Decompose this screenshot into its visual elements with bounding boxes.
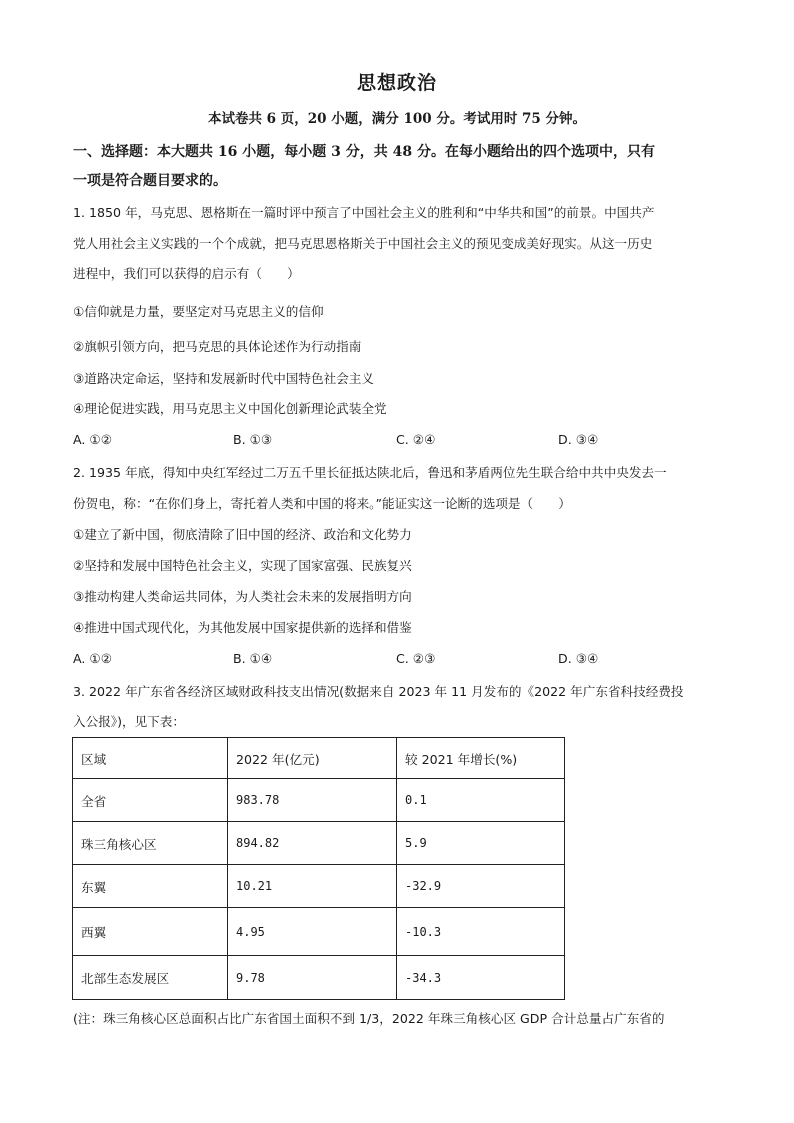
exam-info: 本试卷共 6 页，20 小题，满分 100 分。考试用时 75 分钟。 (207, 111, 587, 127)
table-cell-region: 全省 (73, 779, 228, 822)
q2-choice-d[interactable]: D. ③④ (558, 651, 599, 666)
q2-stem-line1: 2. 1935 年底，得知中央红军经过二万五千里长征抵达陕北后，鲁迅和茅盾两位先生联合给中共中央发去一 (73, 465, 667, 480)
table-row (73, 908, 565, 956)
table-row (73, 865, 565, 908)
table-cell-growth: 5.9 (397, 822, 565, 865)
table-cell-value: 9.78 (228, 956, 397, 1000)
q1-stem-line2: 党人用社会主义实践的一个个成就，把马克思恩格斯关于中国社会主义的预见变成美好现实。从这一历史 (73, 236, 653, 251)
q2-option-3: ③推动构建人类命运共同体，为人类社会未来的发展指明方向 (73, 589, 412, 604)
table-cell-region: 北部生态发展区 (73, 956, 228, 1000)
q1-option-4: ④理论促进实践，用马克思主义中国化创新理论武装全党 (73, 401, 387, 416)
table-header-row (73, 738, 565, 779)
table-row (73, 822, 565, 865)
q1-stem-line1: 1. 1850 年，马克思、恩格斯在一篇时评中预言了中国社会主义的胜利和“中华共和国”的前景。中国共产 (73, 205, 655, 220)
table-cell-value: 10.21 (228, 865, 397, 908)
q1-choice-d[interactable]: D. ③④ (558, 432, 599, 447)
table-cell-growth: -32.9 (397, 865, 565, 908)
table-row (73, 956, 565, 1000)
q2-choice-c[interactable]: C. ②③ (396, 651, 436, 666)
q2-option-4: ④推进中国式现代化，为其他发展中国家提供新的选择和借鉴 (73, 620, 412, 635)
q1-option-2: ②旗帜引领方向，把马克思的具体论述作为行动指南 (73, 339, 362, 354)
table-cell-region: 珠三角核心区 (73, 822, 228, 865)
q3-stem-line2: 入公报》)，见下表： (73, 714, 185, 729)
table-cell-value: 983.78 (228, 779, 397, 822)
table-header-cell: 2022 年(亿元) (228, 738, 397, 779)
table-cell-value: 4.95 (228, 908, 397, 956)
q3-stem-line1: 3. 2022 年广东省各经济区域财政科技支出情况(数据来自 2023 年 11 月发布的《2022 年广东省科技经费投 (73, 684, 684, 699)
q2-option-1: ①建立了新中国，彻底清除了旧中国的经济、政治和文化势力 (73, 527, 412, 542)
table-cell-region: 东翼 (73, 865, 228, 908)
q1-choice-a[interactable]: A. ①② (73, 432, 112, 447)
q2-stem-line2: 份贺电，称：“在你们身上，寄托着人类和中国的将来。”能证实这一论断的选项是（ ） (73, 496, 571, 511)
page-title: 思想政治 (356, 72, 437, 94)
table-cell-growth: -34.3 (397, 956, 565, 1000)
section-heading-line1: 一、选择题：本大题共 16 小题，每小题 3 分，共 48 分。在每小题给出的四个选项中，只有 (73, 144, 655, 160)
q2-option-2: ②坚持和发展中国特色社会主义，实现了国家富强、民族复兴 (73, 558, 412, 573)
table-cell-growth: -10.3 (397, 908, 565, 956)
table-row (73, 779, 565, 822)
table-header-cell: 较 2021 年增长(%) (397, 738, 565, 779)
table-cell-region: 西翼 (73, 908, 228, 956)
table-header-cell: 区域 (73, 738, 228, 779)
q1-stem-line3: 进程中，我们可以获得的启示有（ ） (73, 266, 300, 281)
tech-expenditure-table (72, 737, 565, 1000)
table-cell-growth: 0.1 (397, 779, 565, 822)
q1-option-3: ③道路决定命运，坚持和发展新时代中国特色社会主义 (73, 371, 374, 386)
q1-choice-c[interactable]: C. ②④ (396, 432, 436, 447)
section-heading-line2: 一项是符合题目要求的。 (73, 173, 227, 189)
table-note: (注：珠三角核心区总面积占比广东省国土面积不到 1/3，2022 年珠三角核心区 GDP 合计总量占广东省的 (73, 1011, 665, 1026)
q1-choice-b[interactable]: B. ①③ (233, 432, 273, 447)
q2-choice-a[interactable]: A. ①② (73, 651, 112, 666)
table-cell-value: 894.82 (228, 822, 397, 865)
q1-option-1: ①信仰就是力量，要坚定对马克思主义的信仰 (73, 304, 324, 319)
q2-choice-b[interactable]: B. ①④ (233, 651, 273, 666)
